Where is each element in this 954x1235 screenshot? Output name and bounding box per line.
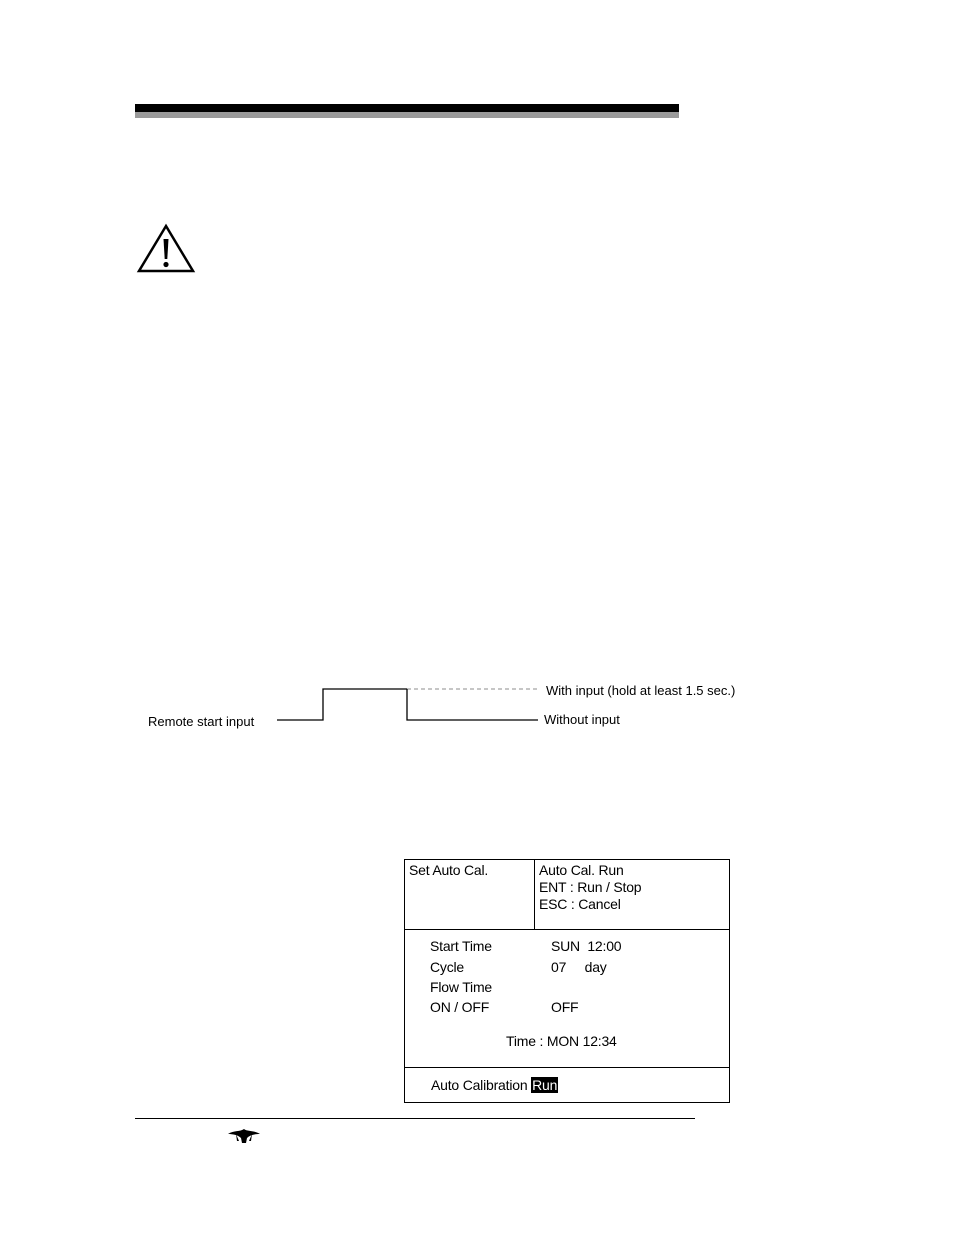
- footer-rule: [135, 1118, 695, 1119]
- lcd-mode-label: Auto Cal. Run: [539, 862, 624, 878]
- lcd-screen-panel: [404, 859, 730, 1103]
- lcd-footer: [405, 1067, 729, 1103]
- lcd-footer-row: [431, 1077, 558, 1094]
- lcd-header: [405, 860, 729, 930]
- lcd-cycle-label: Cycle: [430, 959, 465, 975]
- lcd-run-selection: Run: [532, 1077, 558, 1093]
- warning-triangle-icon: [136, 223, 196, 275]
- lcd-start-time-label: Start Time: [430, 938, 492, 954]
- with-input-label: With input (hold at least 1.5 sec.): [546, 683, 736, 698]
- lcd-start-time-value: SUN 12:00: [551, 938, 622, 954]
- lcd-header-divider: [534, 860, 535, 929]
- lcd-cycle-value: 07 day: [551, 959, 607, 975]
- lcd-ent-hint: ENT : Run / Stop: [539, 879, 642, 895]
- lcd-menu-title: Set Auto Cal.: [409, 862, 489, 878]
- lcd-clock: Time : MON 12:34: [506, 1033, 617, 1049]
- header-rule-gray: [135, 112, 679, 118]
- lcd-on-off-value: OFF: [551, 999, 579, 1015]
- lcd-esc-hint: ESC : Cancel: [539, 896, 621, 912]
- remote-start-signal-line: [277, 689, 407, 720]
- lcd-auto-calibration-label: Auto Calibration: [431, 1077, 528, 1093]
- lcd-on-off-label: ON / OFF: [430, 999, 490, 1015]
- company-logo-icon: [226, 1126, 262, 1144]
- header-rule-black: [135, 104, 679, 112]
- lcd-flow-time-label: Flow Time: [430, 979, 492, 995]
- without-input-label: Without input: [544, 712, 620, 727]
- remote-start-input-label: Remote start input: [148, 714, 255, 729]
- without-input-signal-line: [407, 689, 538, 720]
